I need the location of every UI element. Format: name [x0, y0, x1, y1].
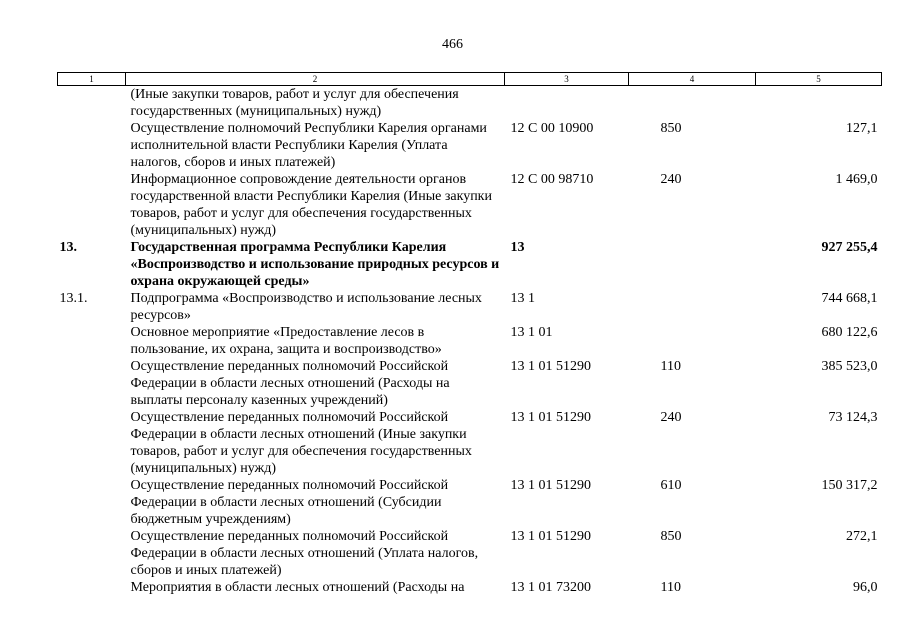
- row-amount: 96,0: [853, 580, 878, 595]
- column-header-5: 5: [756, 73, 882, 86]
- row-expense-type: 110: [660, 580, 681, 595]
- row-name: Подпрограмма «Воспроизводство и использование лесных ресурсов»: [130, 291, 482, 323]
- row-number: [58, 171, 126, 239]
- row-target-code: 13 1 01 51290: [510, 529, 591, 544]
- table-row: [58, 477, 882, 528]
- row-target-code: 12 С 00 10900: [510, 121, 594, 136]
- row-number: [58, 579, 126, 596]
- row-target-code: 13 1 01 51290: [510, 359, 591, 374]
- row-name: Мероприятия в области лесных отношений (Расходы на: [130, 580, 465, 595]
- row-expense-type: 610: [660, 478, 682, 493]
- row-amount: 127,1: [846, 121, 878, 136]
- row-expense-type: 110: [660, 359, 681, 374]
- row-number: [58, 528, 126, 579]
- column-header-1: 1: [58, 73, 126, 86]
- row-number: [58, 120, 126, 171]
- row-target-code: 13 1 01 51290: [510, 478, 591, 493]
- row-amount: 744 668,1: [821, 291, 878, 306]
- row-number: [58, 409, 126, 477]
- row-expense-type: [629, 324, 756, 358]
- row-amount: 1 469,0: [835, 172, 878, 187]
- row-target-code: 13 1 01: [510, 325, 553, 340]
- row-expense-type: [629, 86, 756, 121]
- row-name: Осуществление переданных полномочий Российской Федерации в области лесных отношений (Уплата налогов, сборов и иных платежей): [130, 529, 479, 578]
- row-number: 13.1.: [59, 291, 88, 306]
- table-row: [58, 358, 882, 409]
- row-amount: [756, 86, 882, 121]
- page-number: 466: [442, 37, 463, 52]
- column-header-4: 4: [629, 73, 756, 86]
- row-amount: 150 317,2: [821, 478, 878, 493]
- row-expense-type: 850: [660, 121, 682, 136]
- column-header-3: 3: [505, 73, 629, 86]
- row-amount: 680 122,6: [821, 325, 878, 340]
- row-number: [58, 358, 126, 409]
- row-name: Осуществление переданных полномочий Российской Федерации в области лесных отношений (Субсидии бюджетным учреждениям): [130, 478, 449, 527]
- row-target-code: 13 1: [510, 291, 535, 306]
- row-number: 13.: [59, 240, 77, 255]
- row-amount: 272,1: [846, 529, 878, 544]
- row-target-code: [505, 86, 629, 121]
- row-expense-type: [629, 290, 756, 324]
- row-target-code: 13 1 01 73200: [510, 580, 591, 595]
- row-number: [58, 86, 126, 121]
- row-target-code: 12 С 00 98710: [510, 172, 594, 187]
- table-row: [58, 171, 882, 239]
- row-amount: 385 523,0: [821, 359, 878, 374]
- row-name: Основное мероприятие «Предоставление лесов в пользование, их охрана, защита и воспроизводство»: [130, 325, 442, 357]
- row-name: Осуществление переданных полномочий Российской Федерации в области лесных отношений (Расходы на выплаты персоналу казенных учреждений): [130, 359, 450, 408]
- row-target-code: 13 1 01 51290: [510, 410, 591, 425]
- row-name: Осуществление переданных полномочий Российской Федерации в области лесных отношений (Иные закупки товаров, работ и услуг для обеспечения государственных (муниципальных) нужд): [130, 410, 472, 476]
- row-target-code: 13: [510, 240, 525, 255]
- table-header: [58, 73, 882, 86]
- row-name: Государственная программа Республики Карелия «Воспроизводство и использование природных ресурсов и охрана окружающей среды»: [130, 240, 500, 289]
- row-name: Информационное сопровождение деятельности органов государственной власти Республики Карелия (Иные закупки товаров, работ и услуг для обеспечения государственных (муниципальных) нужд): [130, 172, 492, 238]
- row-expense-type: 240: [660, 410, 682, 425]
- row-amount: 73 124,3: [828, 410, 878, 425]
- table-row: [58, 239, 882, 290]
- table-row: [58, 579, 882, 596]
- row-expense-type: 850: [660, 529, 682, 544]
- table-row: [58, 324, 882, 358]
- table-row: [58, 86, 882, 121]
- column-header-2: 2: [126, 73, 505, 86]
- table-row: [58, 528, 882, 579]
- row-expense-type: 240: [660, 172, 682, 187]
- table-body: [58, 86, 882, 597]
- row-name: (Иные закупки товаров, работ и услуг для обеспечения государственных (муниципальных) нужд): [130, 87, 459, 119]
- table-row: [58, 120, 882, 171]
- row-amount: 927 255,4: [821, 240, 878, 255]
- row-number: [58, 324, 126, 358]
- row-name: Осуществление полномочий Республики Карелия органами исполнительной власти Республики Карелия (Уплата налогов, сборов и иных платежей): [130, 121, 487, 170]
- row-number: [58, 477, 126, 528]
- table-row: [58, 409, 882, 477]
- column-number-row: [58, 73, 882, 86]
- table-row: [58, 290, 882, 324]
- budget-table: [57, 72, 882, 596]
- row-expense-type: [629, 239, 756, 290]
